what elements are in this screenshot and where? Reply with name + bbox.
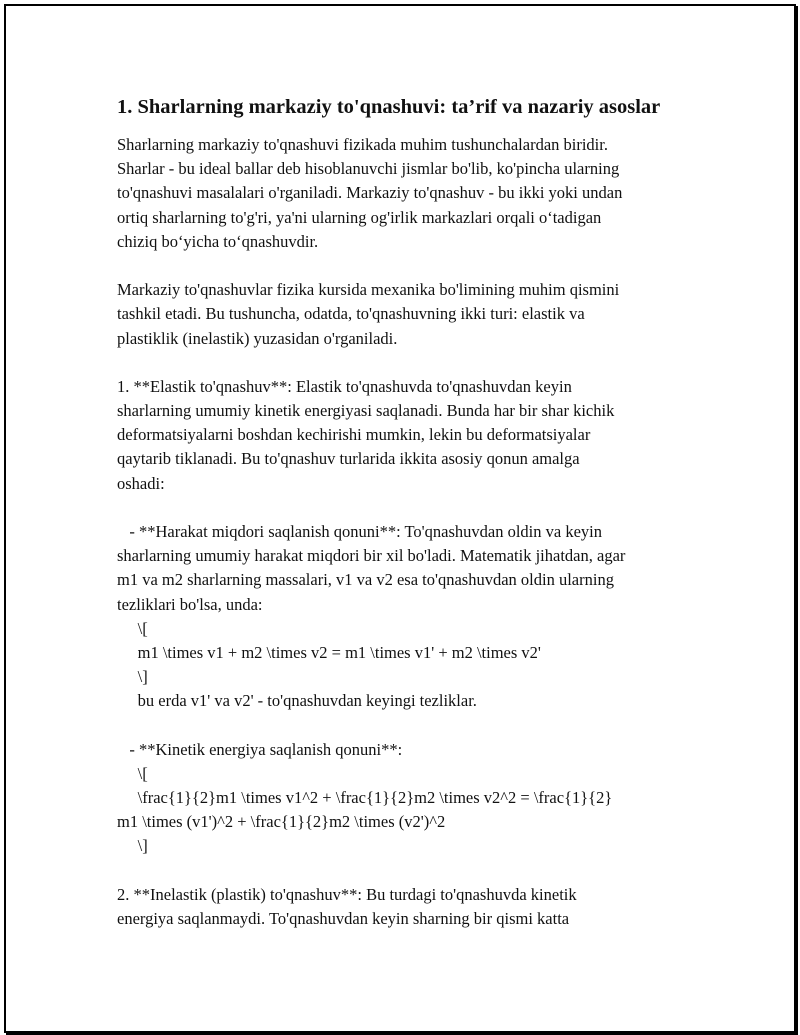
- paragraph-gap: [117, 496, 697, 520]
- text-line: energiya saqlanmaydi. To'qnashuvdan keyin sharning bir qismi katta: [117, 909, 570, 928]
- text-line: sharlarning umumiy kinetik energiyasi saqlanadi. Bunda har bir shar kichik: [117, 401, 615, 421]
- text-line: - **Harakat miqdori saqlanish qonuni**: To'qnashuvdan oldin va keyin: [117, 522, 602, 541]
- text-line: \[: [117, 763, 148, 783]
- text-line: \]: [117, 667, 148, 687]
- text-line: to'qnashuvi masalalari o'rganiladi. Markaziy to'qnashuv - bu ikki yoki undan: [117, 183, 623, 203]
- text-line: Sharlar - bu ideal ballar deb hisoblanuvchi jismlar bo'lib, ko'pincha ularning: [117, 159, 620, 179]
- text-line: tashkil etadi. Bu tushuncha, odatda, to'qnashuvning ikki turi: elastik va: [117, 304, 585, 324]
- text-line: - **Kinetik energiya saqlanish qonuni**:: [117, 739, 403, 759]
- text-line: oshadi:: [117, 473, 165, 493]
- text-line: deformatsiyalarni boshdan kechirishi mumkin, lekin bu deformatsiyalar: [117, 425, 591, 445]
- text-line: Markaziy to'qnashuvlar fizika kursida mexanika bo'limining muhim qismini: [117, 280, 620, 300]
- text-line: bu erda v1' va v2' - to'qnashuvdan keyingi tezliklar.: [117, 691, 477, 711]
- text-line: \frac{1}{2}m1 \times v1^2 + \frac{1}{2}m2 \times v2^2 = \frac{1}{2}: [117, 788, 613, 808]
- text-line: ortiq sharlarning to'g'ri, ya'ni ularning og'irlik markazlari orqali o‘tadigan: [117, 207, 602, 227]
- text-line: m1 \times (v1')^2 + \frac{1}{2}m2 \times (v2')^2: [117, 812, 446, 832]
- text-line: 2. **Inelastik (plastik) to'qnashuv**: Bu turdagi to'qnashuvda kinetik: [117, 884, 577, 904]
- text-line: \[: [117, 618, 148, 638]
- text-line: \]: [117, 836, 148, 856]
- text-line: 1. **Elastik to'qnashuv**: Elastik to'qnashuvda to'qnashuvdan keyin: [117, 376, 572, 396]
- document-body: [117, 133, 697, 931]
- paragraph-gap: [117, 351, 697, 375]
- text-line: m1 va m2 sharlarning massalari, v1 va v2 esa to'qnashuvdan oldin ularning: [117, 570, 614, 590]
- text-line: qaytarib tiklanadi. Bu to'qnashuv turlarida ikkita asosiy qonun amalga: [117, 449, 580, 469]
- text-line: chiziq bo‘yicha to‘qnashuvdir.: [117, 231, 319, 251]
- document-content: [117, 94, 697, 931]
- text-line: tezliklari bo'lsa, unda:: [117, 594, 263, 614]
- text-line: m1 \times v1 + m2 \times v2 = m1 \times v1' + m2 \times v2': [117, 642, 541, 662]
- text-line: sharlarning umumiy harakat miqdori bir xil bo'ladi. Matematik jihatdan, agar: [117, 546, 626, 566]
- paragraph-gap: [117, 859, 697, 883]
- text-line: Sharlarning markaziy to'qnashuvi fizikada muhim tushunchalardan biridir.: [117, 135, 608, 154]
- text-line: plastiklik (inelastik) yuzasidan o'rganiladi.: [117, 328, 398, 348]
- paragraph-gap: [117, 254, 697, 278]
- section-title: 1. Sharlarning markaziy to'qnashuvi: ta’rif va nazariy asoslar: [117, 96, 661, 118]
- paragraph-gap: [117, 714, 697, 738]
